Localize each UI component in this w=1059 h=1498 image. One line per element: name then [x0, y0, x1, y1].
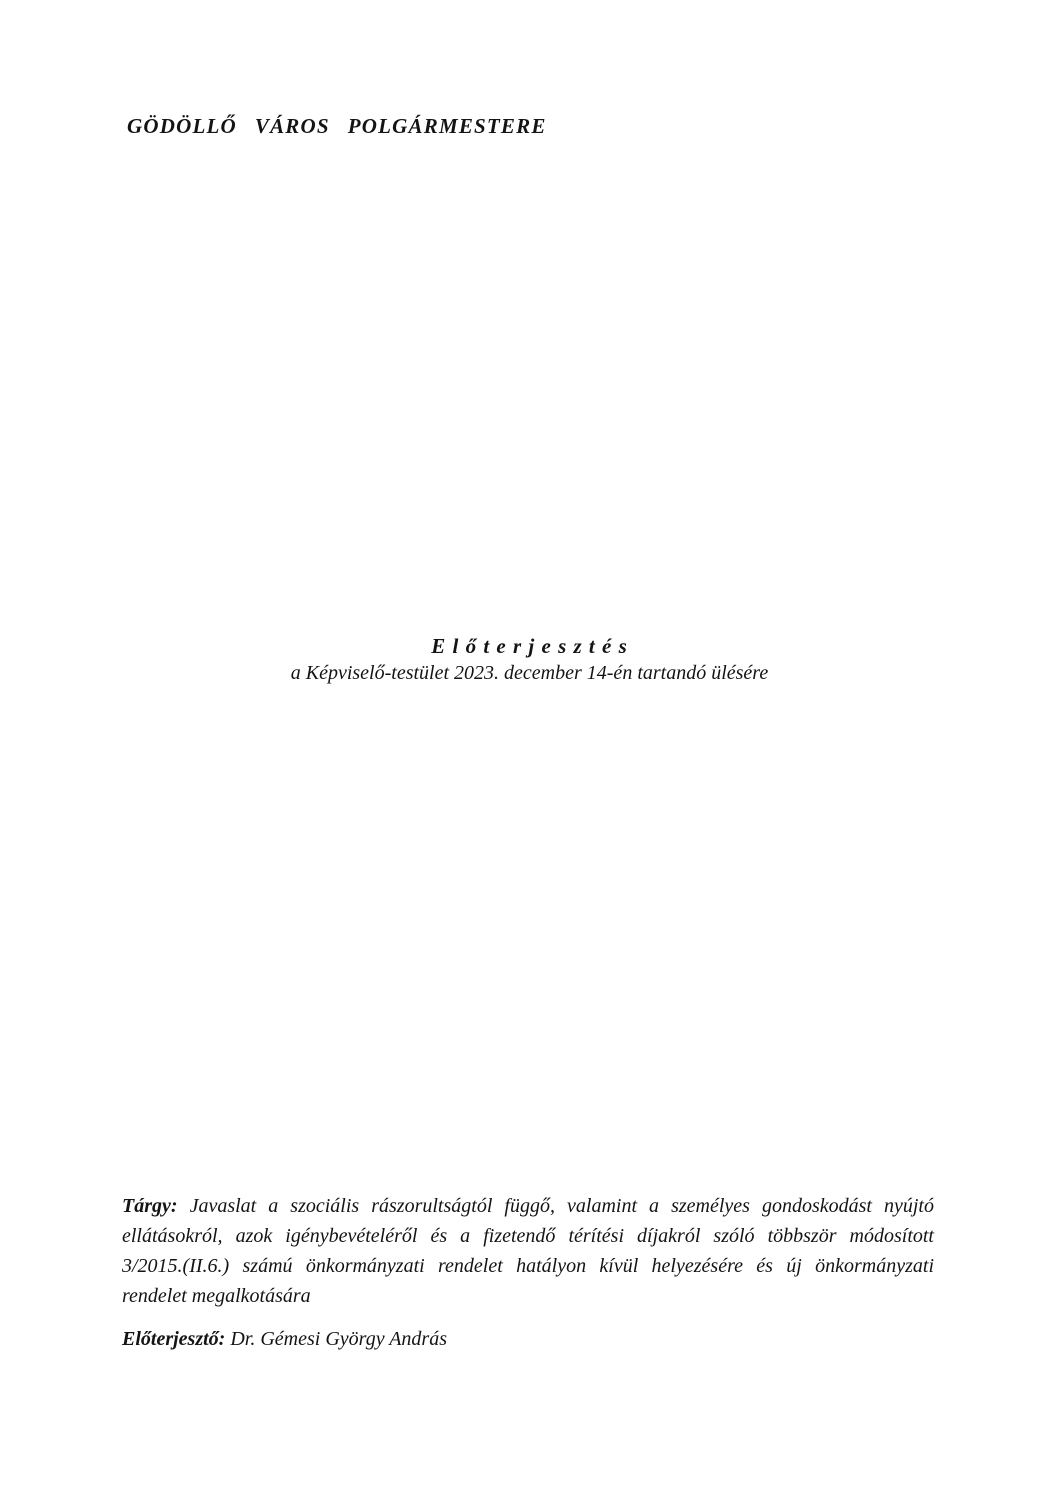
subject-line-1 [122, 1191, 934, 1221]
subject-label: Tárgy: [122, 1195, 178, 1217]
document-subtitle: a Képviselő-testület 2023. december 14-én tartandó ülésére [290, 662, 769, 684]
presenter-name: Dr. Gémesi György András [225, 1328, 447, 1350]
subject-line-1-text: Javaslat a szociális rászorultságtól függő, valamint a személyes gondoskodást nyújtó [177, 1195, 934, 1217]
subject-line-3: 3/2015.(II.6.) számú önkormányzati rendelet hatályon kívül helyezésére és új önkormányzati [122, 1255, 934, 1277]
document-title: E l ő t e r j e s z t é s [431, 634, 628, 658]
subject-line-4: rendelet megalkotására [122, 1285, 311, 1307]
page-header-office-title: GÖDÖLLŐ VÁROS POLGÁRMESTERE [127, 114, 547, 138]
title-block [0, 633, 1059, 687]
subject-line-2: ellátásokról, azok igénybevételéről és a fizetendő térítési díjakról szóló többször módosított [122, 1225, 934, 1247]
subject-paragraph [122, 1191, 934, 1311]
presenter-line [122, 1325, 447, 1353]
presenter-label: Előterjesztő: [122, 1328, 226, 1350]
